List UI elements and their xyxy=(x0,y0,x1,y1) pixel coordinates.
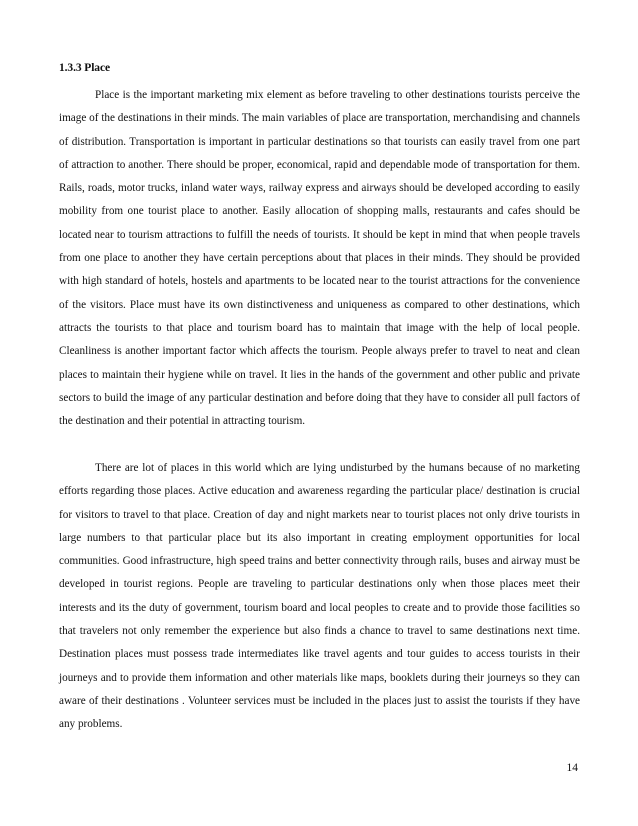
paragraph-1: Place is the important marketing mix element as before traveling to other destinations tourists perceive the image of the destinations in their minds. The main variables of place are transportation, merchandising and channels of distribution. Transportation is important in particular destinations so that tourists can easily travel from one part of attraction to another. There should be proper, economical, rapid and dependable mode of transportation for them. Rails, roads, motor trucks, inland water ways, railway express and airways should be developed according to easily mobility from one tourist place to another. Easily allocation of shopping malls, restaurants and cafes should be located near to tourism attractions to fulfill the needs of tourists. It should be kept in mind that when people travels from one place to another they have certain perceptions about that places in their minds. They should be provided with high standard of hotels, hostels and apartments to be located near to the tourist attractions for the convenience of the visitors. Place must have its own distinctiveness and uniqueness as compared to other destinations, which attracts the tourists to that place and tourism board has to maintain that image with the help of local people. Cleanliness is another important factor which affects the tourism. People always prefer to travel to neat and clean places to maintain their hygiene while on travel. It lies in the hands of the government and other public and private sectors to build the image of any particular destination and before doing that they have to consider all pull factors of the destination and their potential in attracting tourism. xyxy=(59,89,580,428)
section-heading: 1.3.3 Place xyxy=(59,62,110,74)
page-number: 14 xyxy=(566,762,578,774)
paragraph-2: There are lot of places in this world which are lying undisturbed by the humans because of no marketing efforts regarding those places. Active education and awareness regarding the particular place/ destination is crucial for visitors to travel to that place. Creation of day and night markets near to tourist places not only drive tourists in large numbers to that particular place but its also important in creating employment opportunities for local communities. Good infrastructure, high speed trains and better connectivity through rails, buses and airway must be developed in tourist regions. People are traveling to particular destinations only when those places meet their interests and its the duty of government, tourism board and local peoples to create and to provide those facilities so that travelers not only remember the experience but also finds a chance to travel to same destinations next time. Destination places must possess trade intermediates like travel agents and tour guides to access tourists in their journeys and to provide them information and other materials like maps, booklets during their journeys so they can aware of their destinations . Volunteer services must be included in the places just to assist the tourists if they have any problems. xyxy=(59,462,580,731)
